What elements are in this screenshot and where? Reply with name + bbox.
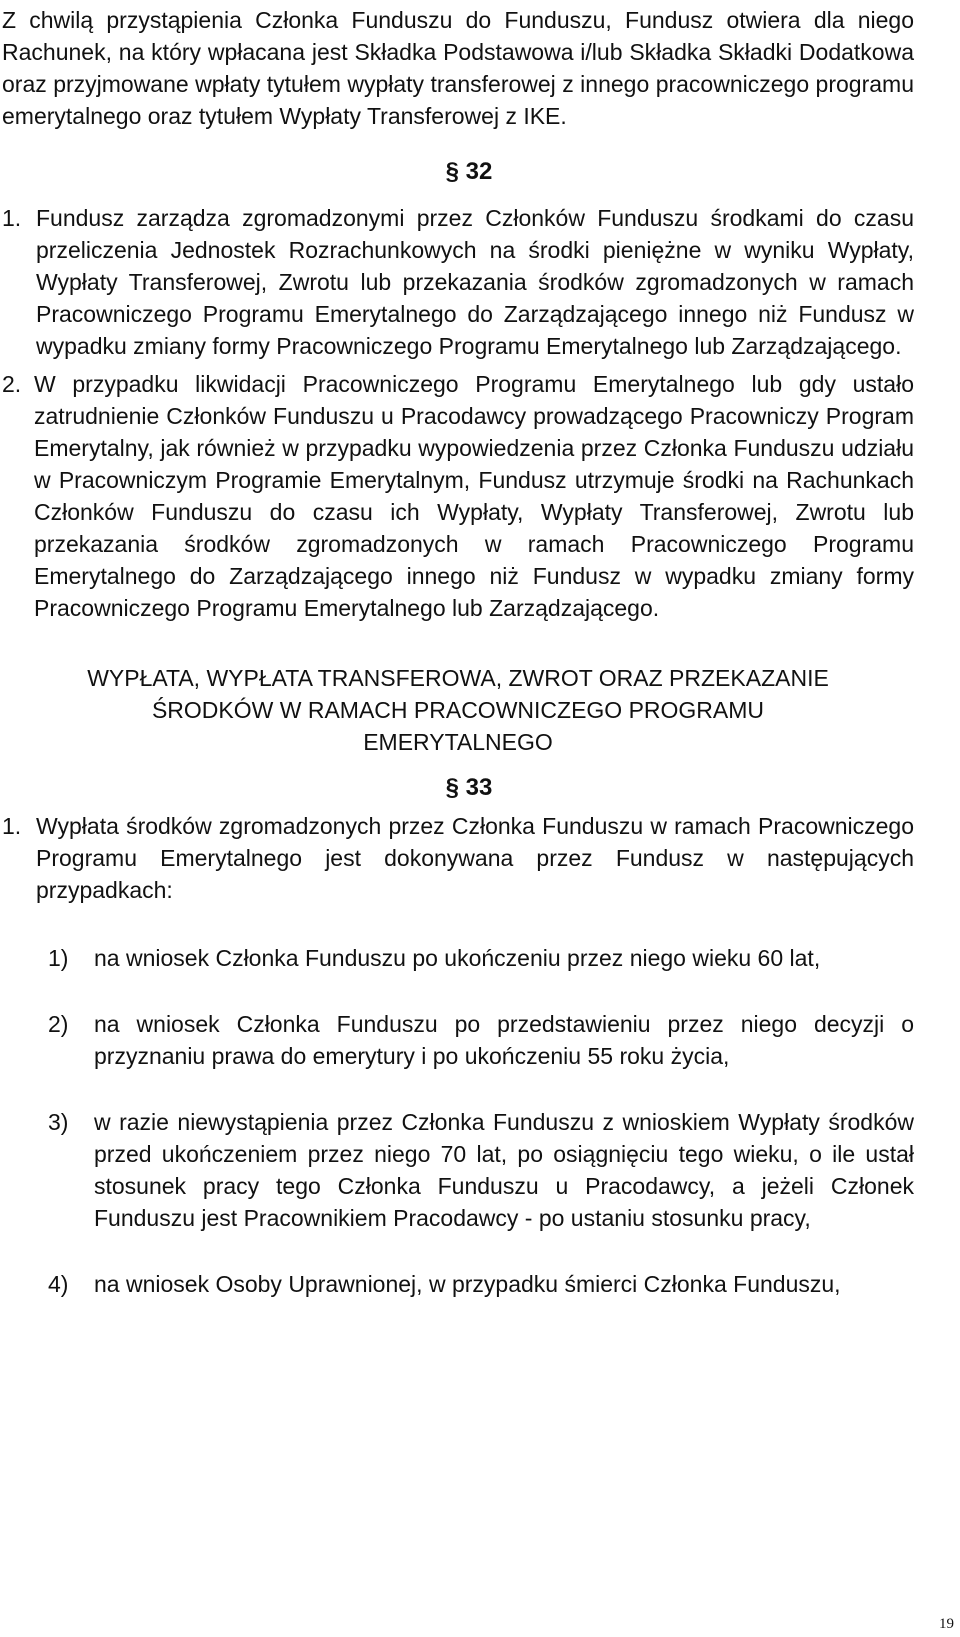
list-item-number: 1) — [48, 945, 69, 971]
paragraph-number: 2. — [2, 371, 22, 397]
page-number: 19 — [939, 1616, 954, 1632]
section-32-paragraph-2 — [2, 368, 914, 624]
list-item-number: 2) — [48, 1011, 69, 1037]
section-33-heading: § 33 — [445, 774, 493, 801]
paragraph-text: W przypadku likwidacji Pracowniczego Programu Emerytalnego lub gdy ustało zatrudnienie Członków Funduszu u Pracodawcy prowadzącego Pracowniczy Program Emerytalny, jak również w przypadku wypowiedzenia przez Członka Funduszu udziału w Pracowniczym Programie Emerytalnym, Fundusz utrzymuje środki na Rachunkach Członków Funduszu do czasu ich Wypłaty, Wypłaty Transferowej, Zwrotu lub przekazania środków zgromadzonych w ramach Pracowniczego Programu Emerytalnego do Zarządzającego innego niż Fundusz w wypadku zmiany formy Pracowniczego Programu Emerytalnego lub Zarządzającego. — [34, 371, 914, 621]
list-item-number: 4) — [48, 1271, 69, 1297]
paragraph-text: Wypłata środków zgromadzonych przez Członka Funduszu w ramach Pracowniczego Programu Emerytalnego jest dokonywana przez Fundusz w następujących przypadkach: — [36, 813, 914, 903]
list-item-2 — [48, 1008, 914, 1072]
chapter-heading — [2, 662, 914, 758]
list-item-number: 3) — [48, 1109, 69, 1135]
list-item-3 — [48, 1106, 914, 1234]
section-32-paragraph-1 — [2, 202, 914, 362]
section-33-paragraph-1 — [2, 810, 914, 906]
chapter-heading-line-3: EMERYTALNEGO — [363, 729, 553, 755]
paragraph-text: Fundusz zarządza zgromadzonymi przez Członków Funduszu środkami do czasu przeliczenia Jednostek Rozrachunkowych na środki pieniężne w wyniku Wypłaty, Wypłaty Transferowej, Zwrotu lub przekazania środków zgromadzonych w ramach Pracowniczego Programu Emerytalnego do Zarządzającego innego niż Fundusz w wypadku zmiany formy Pracowniczego Programu Emerytalnego lub Zarządzającego. — [36, 205, 914, 359]
section-32-heading: § 32 — [445, 158, 493, 185]
list-item-text: na wniosek Osoby Uprawnionej, w przypadku śmierci Członka Funduszu, — [94, 1271, 841, 1297]
list-item-text: w razie niewystąpienia przez Członka Funduszu z wnioskiem Wypłaty środków przed ukończeniem przez niego 70 lat, po osiągnięciu tego wieku, o ile ustał stosunek pracy tego Członka Funduszu u Pracodawcy, a jeżeli Członek Funduszu jest Pracownikiem Pracodawcy - po ustaniu stosunku pracy, — [94, 1109, 914, 1231]
document-body — [2, 4, 914, 1300]
list-item-4 — [48, 1268, 914, 1300]
list-item-1 — [48, 942, 914, 974]
chapter-heading-line-2: ŚRODKÓW W RAMACH PRACOWNICZEGO PROGRAMU — [151, 697, 765, 723]
list-item-text: na wniosek Członka Funduszu po przedstawieniu przez niego decyzji o przyznaniu prawa do emerytury i po ukończeniu 55 roku życia, — [94, 1011, 914, 1069]
intro-paragraph: Z chwilą przystąpienia Członka Funduszu do Funduszu, Fundusz otwiera dla niego Rachunek, na który wpłacana jest Składka Podstawowa i/lub Składka Składki Dodatkowa oraz przyjmowane wpłaty tytułem wypłaty transferowej z innego pracowniczego programu emerytalnego oraz tytułem Wypłaty Transferowej z IKE. — [2, 7, 914, 129]
paragraph-number: 1. — [2, 813, 22, 839]
chapter-heading-line-1: WYPŁATA, WYPŁATA TRANSFEROWA, ZWROT ORAZ PRZEKAZANIE — [87, 665, 829, 691]
list-item-text: na wniosek Członka Funduszu po ukończeniu przez niego wieku 60 lat, — [94, 945, 821, 971]
paragraph-number: 1. — [2, 205, 22, 231]
